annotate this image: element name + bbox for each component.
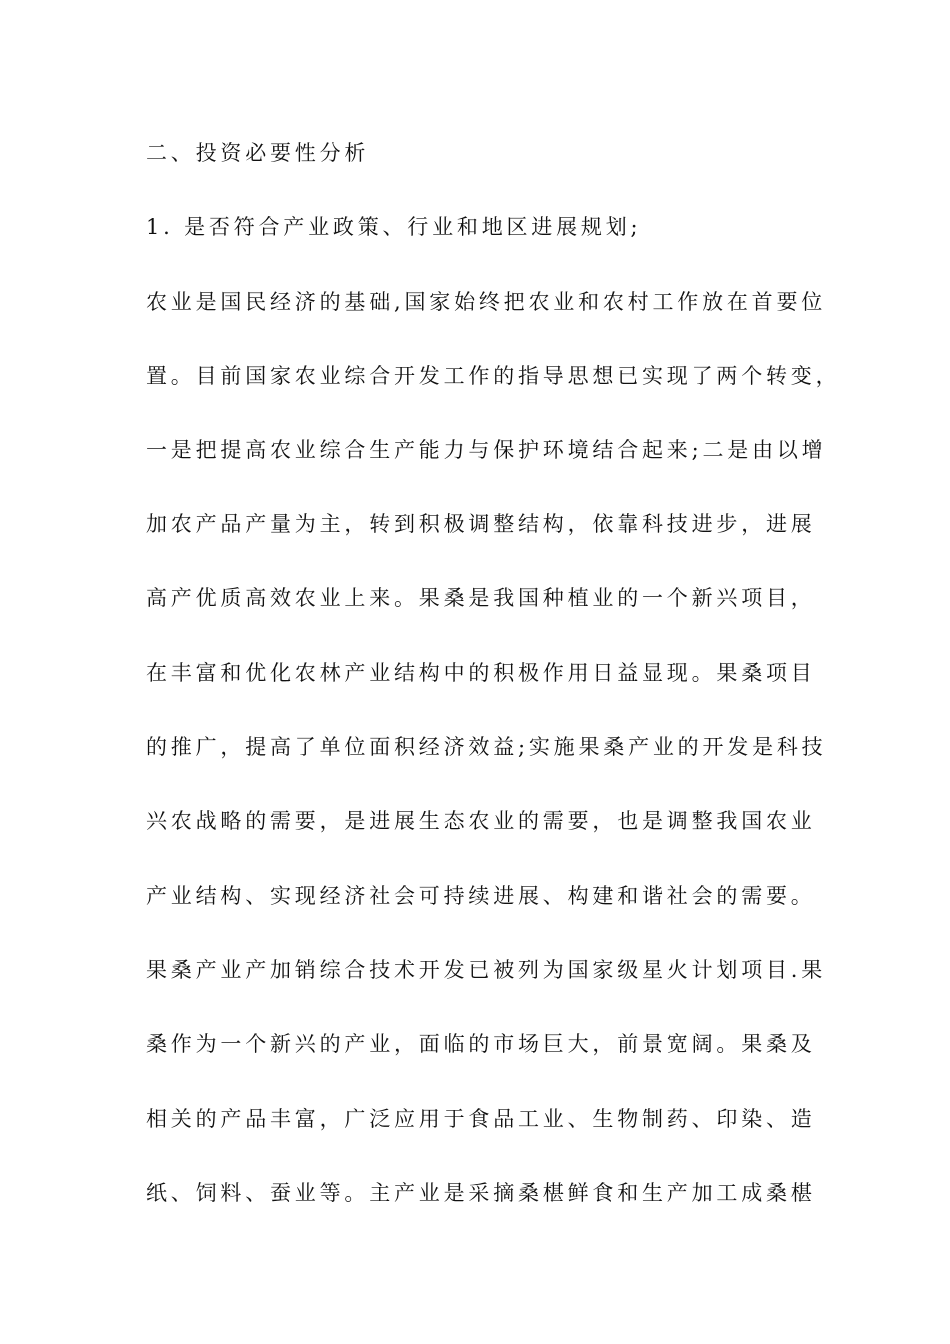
body-line: 纸、饲料、蚕业等。主产业是采摘桑椹鲜食和生产加工成桑椹 — [146, 1181, 816, 1205]
body-line: 的推广，提高了单位面积经济效益;实施果桑产业的开发是科技 — [146, 735, 827, 759]
body-line: 兴农战略的需要，是进展生态农业的需要，也是调整我国农业 — [146, 809, 816, 833]
body-line: 加农产品产量为主，转到积极调整结构，依靠科技进步，进展 — [146, 512, 816, 536]
body-line: 一是把提高农业综合生产能力与保护环境结合起来;二是由以增 — [146, 438, 827, 462]
section-heading: 二、投资必要性分析 — [146, 141, 370, 165]
body-line: 农业是国民经济的基础,国家始终把农业和农村工作放在首要位 — [146, 290, 827, 314]
body-line: 桑作为一个新兴的产业，面临的市场巨大，前景宽阔。果桑及 — [146, 1032, 816, 1056]
subsection-heading: 1. 是否符合产业政策、行业和地区进展规划; — [146, 215, 642, 239]
body-line: 置。目前国家农业综合开发工作的指导思想已实现了两个转变， — [146, 364, 841, 388]
body-line: 相关的产品丰富，广泛应用于食品工业、生物制药、印染、造 — [146, 1107, 816, 1131]
body-line: 果桑产业产加销综合技术开发已被列为国家级星火计划项目.果 — [146, 958, 827, 982]
body-line: 产业结构、实现经济社会可持续进展、构建和谐社会的需要。 — [146, 884, 816, 908]
body-line: 高产优质高效农业上来。果桑是我国种植业的一个新兴项目， — [146, 586, 816, 610]
body-line: 在丰富和优化农林产业结构中的积极作用日益显现。果桑项目 — [146, 661, 816, 685]
